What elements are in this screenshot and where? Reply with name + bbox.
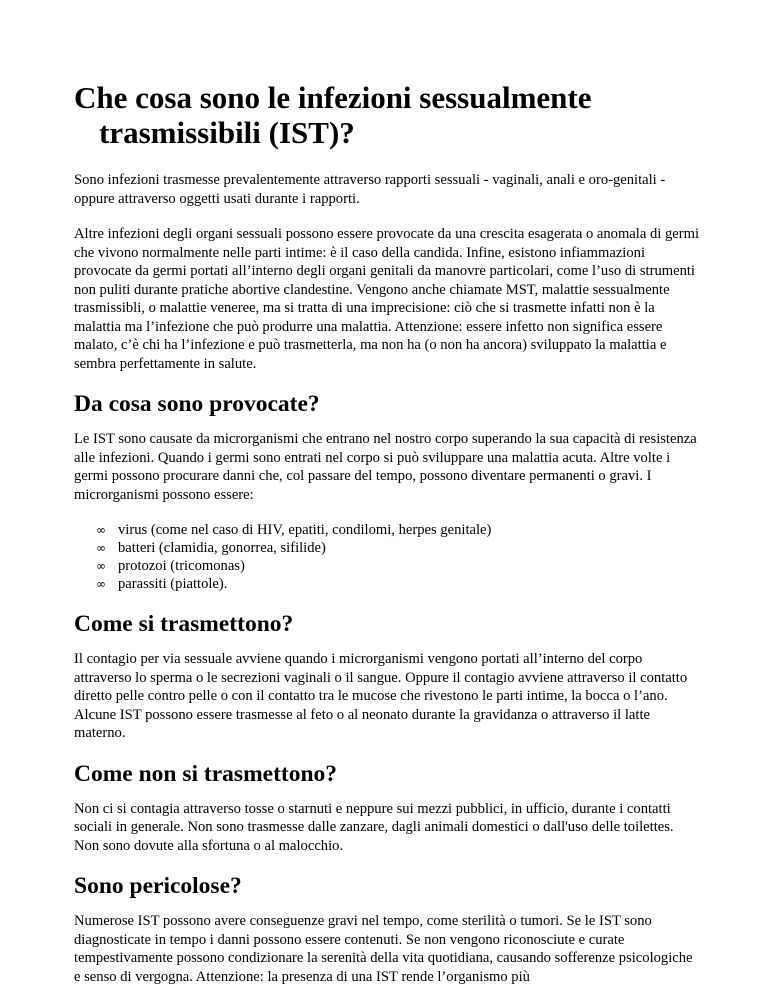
document-page	[74, 80, 700, 1003]
intro-paragraph-1: Sono infezioni trasmesse prevalentemente attraverso rapporti sessuali - vaginali, anali e oro-genitali - oppure attraverso oggetti usati durante i rapporti.	[74, 172, 666, 207]
section-heading: Da cosa sono provocate?	[74, 391, 320, 417]
infinity-bullet-icon: ∞	[96, 541, 106, 555]
section-non-transmission	[74, 760, 700, 856]
section-causes	[74, 390, 700, 593]
list-item-text: virus (come nel caso di HIV, epatiti, condilomi, herpes genitale)	[118, 522, 492, 538]
section-paragraph: Numerose IST possono avere conseguenze gravi nel tempo, come sterilità o tumori. Se le IST sono diagnosticate in tempo i danni possono essere contenuti. Se non vengono riconosciute e curate tempestivamente possono condizionare la serenità della vita quotidiana, causando sofferenze psicologiche e senso di vergogna. Attenzione: la presenza di una IST rende l’organismo più	[74, 913, 693, 985]
list-item-text: batteri (clamidia, gonorrea, sifilide)	[118, 540, 326, 556]
intro-paragraph-2: Altre infezioni degli organi sessuali possono essere provocate da una crescita esagerata o anomala di germi che vivono normalmente nelle parti intime: è il caso della candida. Infine, esistono infiammazioni provocate da germi portati all’interno degli organi genitali da manovre particolari, come l’uso di strumenti non puliti durante pratiche abortive clandestine. Vengono anche chiamate MST, malattie sessualmente trasmissibli, o malattie veneree, ma si tratta di una imprecisione: ciò che si trasmette infatti non è la malattia ma l’infezione che può produrre una malattia. Attenzione: essere infetto non significa essere malato, c’è chi ha l’infezione e può trasmetterla, ma non ha (o non ha ancora) sviluppato la malattia e sembra perfettamente in salute.	[74, 226, 700, 372]
section-danger	[74, 872, 700, 986]
section-heading: Sono pericolose?	[74, 873, 242, 899]
list-item	[74, 557, 700, 575]
list-item	[74, 539, 700, 557]
microorganism-list	[74, 521, 700, 593]
infinity-bullet-icon: ∞	[96, 559, 106, 573]
section-heading: Come si trasmettono?	[74, 611, 294, 637]
infinity-bullet-icon: ∞	[96, 523, 106, 537]
list-item	[74, 575, 700, 593]
document-title: Che cosa sono le infezioni sessualmente trasmissibili (IST)?	[74, 80, 592, 150]
list-item-text: protozoi (tricomonas)	[118, 558, 245, 574]
list-item-text: parassiti (piattole).	[118, 576, 228, 592]
section-transmission	[74, 610, 700, 743]
list-item	[74, 521, 700, 539]
section-heading: Come non si trasmettono?	[74, 760, 338, 787]
section-paragraph: Le IST sono causate da microrganismi che entrano nel nostro corpo superando la sua capacità di resistenza alle infezioni. Quando i germi sono entrati nel corpo si può sviluppare una malattia acuta. Altre volte i germi possono procurare danni che, col passare del tempo, possono diventare permanenti o gravi. I microrganismi possono essere:	[74, 431, 697, 503]
infinity-bullet-icon: ∞	[96, 577, 106, 591]
section-paragraph: Il contagio per via sessuale avviene quando i microrganismi vengono portati all’interno del corpo attraverso lo sperma o le secrezioni vaginali o il sangue. Oppure il contagio avviene attraverso il contatto diretto pelle contro pelle o con il contatto tra le mucose che rivestono le parti intime, la bocca o l’ano. Alcune IST possono essere trasmesse al feto o al neonato durante la gravidanza o attraverso il latte materno.	[74, 651, 688, 741]
section-paragraph: Non ci si contagia attraverso tosse o starnuti e neppure sui mezzi pubblici, in ufficio, durante i contatti sociali in generale. Non sono trasmesse dalle zanzare, dagli animali domestici o dall'uso delle toilettes. Non sono dovute alla sfortuna o al malocchio.	[74, 800, 674, 854]
